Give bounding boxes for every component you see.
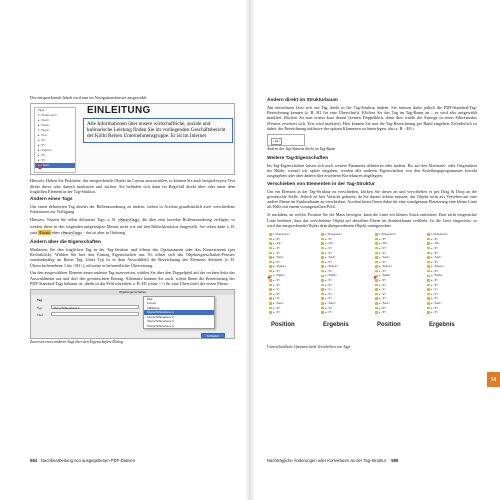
tag-icon [321,307,324,310]
tag-icon [375,242,378,245]
tree-row[interactable]: ▸ <Table> [269,274,319,279]
tag-icon [427,288,430,291]
tag-icon [427,279,430,282]
tag-icon [321,252,324,255]
tag-icon [321,284,324,287]
tree-row[interactable]: ▸ <P> [427,270,477,275]
tag-icon [321,311,324,314]
tag-icon [427,265,430,268]
tag-icon [321,288,324,291]
tree-position-b [375,233,425,319]
tree-row[interactable]: ▸ <P> [375,284,425,289]
left-footer [30,458,135,463]
tree-row[interactable]: ▸ <H1> [427,242,477,247]
book-gutter [245,0,255,500]
tree-row[interactable]: ▸ <Figure> [427,265,477,270]
tag-icon [427,261,430,264]
tree-row[interactable]: ▸ <P> [375,279,425,284]
dialog-title: Objekteigenschaften [31,290,234,295]
tree-row[interactable]: ▸ <P> [427,297,477,302]
tag-rename-figure [267,134,305,146]
tag-icon [321,279,324,282]
tree-row[interactable]: ▸ <P> [375,293,425,298]
tree-row[interactable]: ▸ <P> [427,247,477,252]
tag-icon [375,252,378,255]
tag-icon [269,307,272,310]
tag-icon [269,265,272,268]
tag-icon [427,256,430,259]
paragraph-more-properties: Im Tag-Eigenschaften lassen sich noch weitere Parameter definieren oder ändern. Bis auf den Alternativ- oder Originaltext für Bilder, worauf wir später eingehen, werden alle anderen Eigenschaften von den Erstellungsprogrammen korrekt ausgegeben oder aber ändern hier erweiterte Korrekturen abgelegten. [267,162,477,179]
tag-icon [427,270,430,273]
tag-icon [427,302,430,305]
tree-row[interactable]: ▸ <P> [427,279,477,284]
tree-row[interactable]: ▸ <P> [321,238,371,243]
tag-tree-row[interactable]: ▸ <Sect> [38,118,50,123]
tree-row[interactable]: ▾ <Dokument> [375,233,425,238]
tag-tree-row[interactable]: ▾ <Dokument> [38,113,58,118]
tree-row[interactable]: ▸ <Table> [375,274,425,279]
tree-row[interactable]: ▸ <H1> [321,242,371,247]
tag-tree-row[interactable]: ▾ <Sect> [38,128,50,133]
running-title-right: Nachträgliche Änderungen oder Korrekturen an der Tag-Struktur [267,458,387,463]
figure-caption-two: Unterschiedliche Optionen beim Verschieben von Tags [267,345,351,350]
tag-icon [269,293,272,296]
tag-icon [321,261,324,264]
drop-arrow-a: ▸ [268,275,272,282]
tree-row[interactable]: ▸ <P> [427,311,477,316]
tag-tree-row[interactable]: ▸ <P> [38,153,46,158]
tag-icon [269,288,272,291]
tree-row[interactable]: ▸ <Sect> [269,256,319,261]
tree-row[interactable]: ▸ <P> [375,270,425,275]
dropdown-menu-item[interactable]: Überschriftenebene 2 [147,314,174,319]
tree-row[interactable]: ▸ <P> [375,307,425,312]
caption-position-b: Position [377,322,401,329]
tag-icon [269,233,272,236]
dropdown-menu-item[interactable]: Überschriftenebene 1 [144,310,214,315]
right-content [267,95,477,354]
left-page [0,0,245,500]
paragraph-properties: Markieren Sie den fraglichen Tag in der Tag-Struktur und öffnen das Optionsmenü oder das Kontextmenü (per Rechtsklick). Wählen Sie hier den Eintrag Eigenschaften aus. Es öffnet sich das Objekteigenschaften-Fenster, standardmäßig im Reiter Tag. Unter Typ ist in dem Auswahlfeld die Bezeichnung des Elements definiert (z. B. Überschriftenebene 1 für <H1>), teilweise in befremdlicher Übersetzung. [30,246,235,268]
tag-icon [375,238,378,241]
tree-row[interactable]: ▾ <Dokument> [321,233,371,238]
tree-row[interactable]: ▸ <P> [321,279,371,284]
type-dropdown-menu[interactable] [143,296,215,330]
tree-row[interactable]: ▸ <P> [269,284,319,289]
heading-move-elements: Verschieben von Elementen in der Tag-Struktur [267,181,375,187]
tag-icon [269,302,272,305]
tag-icon [375,307,378,310]
highlight-circle [37,163,43,169]
tree-row[interactable]: ▸ <P> [427,238,477,243]
tree-row[interactable]: ▸ <Figure> [321,265,371,270]
titel-input[interactable] [51,312,139,317]
tag-tree-row[interactable]: ▸ <P> [38,143,46,148]
tag-icon [321,293,324,296]
tree-row[interactable]: ▸ <P> [321,284,371,289]
tag-icon [269,256,272,259]
tag-icon [269,270,272,273]
tag-tree-figure [30,103,235,175]
tree-row[interactable]: ▸ <P> [269,311,319,316]
paragraph-assign: Um den ausgewählten Element einen anderen Tag zuzuweisen, wählen Sie über den Doppelpfeil auf der rechten Seite das Auswahlmenü aus und dort den gewünschten Eintrag. Alternativ können Sie auch, sofern Ihnen die Bezeichnung des PDF-Standard-Tags bekannt ist, direkt in das Feld schreiben, z. B. H1 (ohne <>) für eine Überschrift der ersten Ebene. [30,270,235,287]
tag-name-field[interactable]: <H1> [271,138,282,145]
tag-icon [269,238,272,241]
tag-icon [375,288,378,291]
tag-icon [427,252,430,255]
tag-icon [375,302,378,305]
tree-row[interactable]: ▾ <Dokument> [427,233,477,238]
tag-tree-row[interactable]: ▸ <H1> [38,133,48,138]
tree-row[interactable]: ▸ <P> [321,307,371,312]
tag-icon [427,242,430,245]
paragraph-move-one: Um ein Element in der Tag-Struktur zu verschieben, klicken Sie dieses an und verschieben es per Drag & Drop an die gewünschte Stelle. Jedoch ist hier Vorsicht geboten, da Sie darauf achten müssen, das Objekt nicht aus Versehen auf eine andere Ebene im Strukturbaum zu verschieben. Acrobat bietet Ihnen dabei für eine standgenaue Platzierung eine kleine Linie als Hilfe mit einem vorangestellten Pfeil. [267,188,477,210]
tree-row[interactable]: ▸ <P> [269,238,319,243]
preview-heading: EINLEITUNG [87,105,151,117]
tag-icon [427,233,430,236]
tree-row[interactable]: ▸ <Table> [321,274,371,279]
tree-row[interactable]: ▸ <Figure> [375,265,425,270]
dropdown-menu-item[interactable]: Überschriftenebene 4 [147,323,174,328]
preview-selected-text: Alle Informationen über unsere wirtschaftliche, soziale und kulinarische Leistung finden Sie im vorliegenden Geschäftsbericht der Kölln Reisen Unternehmensgruppe. Er ist im Internet [83,118,233,143]
tree-row[interactable]: ▸ <P> [427,284,477,289]
tree-row[interactable]: ▸ <P> [375,252,425,257]
tree-row[interactable]: ▸ <P> [269,307,319,312]
tree-row[interactable]: ▸ <L> [375,288,425,293]
tree-row[interactable]: ▸ <H1> [375,242,425,247]
hint-paragraph: Hinweis: Haben Sie Probleme, das entsprechende Objekt im Layout auszuwählen, so können Sie auch beispielsweise Text direkt davor oder danach markieren und suchen. Sie befinden sich dann im Regelfall direkt über oder unter dem fraglichen Element in der Tag-Struktur. [30,178,235,194]
tag-icon [269,252,272,255]
close-button[interactable]: Schließen [201,333,225,338]
tags-panel [34,107,76,173]
tree-row[interactable]: ▸ <P> [269,247,319,252]
tree-row[interactable]: ▸ <L> [269,288,319,293]
tree-row[interactable]: ▸ <P> [321,293,371,298]
tag-icon [375,265,378,268]
heading-properties: Ändern über die Eigenschaften [30,239,101,245]
dropdown-menu-item[interactable]: Formel [147,301,156,306]
tag-icon [321,233,324,236]
tree-row[interactable]: ▸ <P> [375,311,425,316]
tag-icon [427,284,430,287]
tag-icon [375,233,378,236]
tag-icon [427,297,430,300]
dropdown-menu-item[interactable]: Abbildung [147,305,160,310]
tag-icon [269,297,272,300]
tree-row[interactable]: ▸ <Sect> [375,256,425,261]
tag-icon [427,275,430,278]
tag-icon [321,265,324,268]
left-content [30,95,235,349]
page-number-right: 585 [391,458,399,463]
chapter-tab: 14 [487,372,500,387]
tree-row[interactable]: ▸ <P> [321,297,371,302]
tag-icon [269,284,272,287]
heading-change-tag: Ändern eines Tags [30,197,73,203]
tree-row[interactable]: ▸ <P> [321,252,371,257]
tag-icon [321,247,324,250]
tree-row[interactable]: ▸ <P> [427,261,477,266]
paragraph-two: Um einen definierten Tag abseits der Rollenzuordnung zu ändern, stehen in Acrobat grundsätzlich zwei verschiedene Funktionen zur Verfügung. [30,203,235,215]
titel-label: Titel: [37,312,44,317]
tag-icon [321,256,324,259]
tree-row[interactable]: ▾ <Dokument> [269,233,319,238]
tag-icon [427,307,430,310]
tree-row[interactable]: ▸ <L> [427,288,477,293]
tag-tree-row[interactable]: ▸ <Sect> [35,163,75,168]
tree-row[interactable]: ▸ <Sect> [321,302,371,307]
tag-icon [269,242,272,245]
intro-paragraph: Der entsprechende Inhalt wird nun im Navigationsfenster ausgewählt. [30,95,148,100]
tag-icon [321,238,324,241]
tag-icon [321,275,324,278]
tab-tag[interactable]: Tag [37,297,43,302]
tree-row[interactable]: ▸ <P> [321,261,371,266]
tag-tree-row[interactable]: ▸ <Figure> [38,148,53,153]
tree-row[interactable]: ▸ <Sect> [269,302,319,307]
right-page [255,0,500,500]
tag-tree-row[interactable]: ▸ <P> [38,138,46,143]
drop-arrow-b: ▸ [374,275,378,282]
figure-caption: Zuweisen eines anderen Tags über den Eigenschaften-Dialog [30,339,123,344]
tree-row[interactable]: ▸ <P> [427,293,477,298]
tree-row[interactable]: ▸ <L> [321,288,371,293]
paragraph-direct-change: Am einfachsten lässt sich ein Tag direkt in der Tag-Struktur ändern. Sie müssen dafür jedoch die PDF-Standard-Tag-Bezeichnung kennen (z. B. H1 für eine Überschrift). Klicken Sie das Tag im Tag-Baum an – es wird also ausgewählt markiert. Klicken Sie nun erneut kurz darauf (keinen Doppelklick, denn dies würde die Anzeige in einen Editormodus (Fenster erweitert sich, Text wird markiert). Hier können Sie nun die Tag-Bezeichnung per Hand eingeben. Erforderlich ist dabei, die Bezeichnung inklusive der spitzen Klammern zu hinterlegen, also z. B. <H1>. [267,104,477,131]
tag-icon [427,247,430,250]
tree-row[interactable]: ▸ <P> [269,279,319,284]
right-footer [267,458,398,463]
heading-more-properties: Weitere Tag-Eigenschaften [267,156,329,162]
paragraph-move-two: Je nachdem, an welche Position Sie die Maus bewegen, kann die Linie ein kleines Stück einrücken. Eine nicht eingerückte Linie bedeutet, dass das verschobene Objekt auf derselben Ebene im Strukturbaum verbleibt. Ist die Linie eingerückt, so wird das entsprechende Objekt dem übergeordneten Objekt untergeordnet. [267,212,477,228]
running-title: Nachbearbeitung von ausgegebenen PDF-Dateien [41,458,136,463]
document-preview [83,105,233,172]
caption-result-a: Ergebnis [323,322,349,329]
tag-icon [375,284,378,287]
tree-row[interactable]: ▸ <P> [375,297,425,302]
tree-row[interactable]: ▸ <P> [321,247,371,252]
heading-direct-change: Ändern direkt im Strukturbaum [267,98,338,103]
tree-position-a [269,233,319,319]
tag-icon [321,302,324,305]
tag-icon [321,242,324,245]
tree-result-a [321,233,371,319]
typ-label: Typ: [37,305,43,310]
tree-result-b [427,233,477,319]
tag-icon [269,311,272,314]
tag-icon [427,238,430,241]
tree-row[interactable]: ▸ <P> [269,297,319,302]
tag-tree-row[interactable]: ▸ <Sect> [38,123,50,128]
tree-row[interactable]: ▸ <H1> [269,242,319,247]
tree-row[interactable]: ▸ <P> [375,238,425,243]
tree-row[interactable]: ▸ <P> [321,311,371,316]
hint-paragraph-two: Hinweis: Nutzen Sie selbst definierte Tags, z. B. <MeinTag>, die über eine korrekte Rollenzuordnung verfügen, so werden diese in den folgenden aufgezeigten Menüs nicht wie auf den Bildschirmfotos dargestellt. Sie sehen dann z. B. statt Absatz eben <MeinTag> - das ist aber in Ordnung. [30,217,235,236]
tree-row[interactable]: ▸ <Sect> [427,256,477,261]
tag-icon [427,293,430,296]
tag-tree-row[interactable]: Tags [38,108,45,113]
tree-row[interactable]: ▸ <P> [427,252,477,257]
tree-row[interactable]: ▸ <Figure> [269,265,319,270]
tag-icon [375,297,378,300]
tree-row[interactable]: ▸ <Sect> [375,302,425,307]
typ-select[interactable]: Überschriftenebene 1 [51,305,139,310]
dropdown-menu-item[interactable]: Überschriftenebene 3 [147,319,174,324]
tag-icon [375,261,378,264]
page-number: 584 [30,458,37,463]
tag-icon [427,311,430,314]
tree-row[interactable]: ▸ <P> [427,307,477,312]
tree-row[interactable]: ▸ <P> [269,293,319,298]
tag-icon [269,247,272,250]
tree-row[interactable]: ▸ <Table> [427,274,477,279]
tree-row[interactable]: ▸ <Sect> [321,256,371,261]
tag-tree-row[interactable]: ▸ <P> [38,158,46,163]
object-properties-dialog [30,289,235,339]
tag-icon [375,293,378,296]
tag-icon [375,256,378,259]
move-tags-figure [267,231,477,344]
tag-icon [375,247,378,250]
tree-row[interactable]: ▸ <P> [375,261,425,266]
tree-row[interactable]: ▸ <P> [321,270,371,275]
caption-result-b: Ergebnis [429,322,455,329]
tree-row[interactable]: ▸ <P> [269,270,319,275]
tag-icon [375,270,378,273]
caption-position-a: Position [271,322,295,329]
tag-icon [375,311,378,314]
tree-row[interactable]: ▸ <P> [375,247,425,252]
figure-caption-one: Ändern des Tag-Namens direkt im Tag-Baum [267,146,336,151]
tag-icon [321,297,324,300]
dropdown-menu-item[interactable]: Zitat [147,296,153,301]
tag-icon [321,270,324,273]
tree-row[interactable]: ▸ <P> [269,261,319,266]
tree-row[interactable]: ▸ <Sect> [427,302,477,307]
tag-icon [269,261,272,264]
tree-row[interactable]: ▸ <P> [269,252,319,257]
